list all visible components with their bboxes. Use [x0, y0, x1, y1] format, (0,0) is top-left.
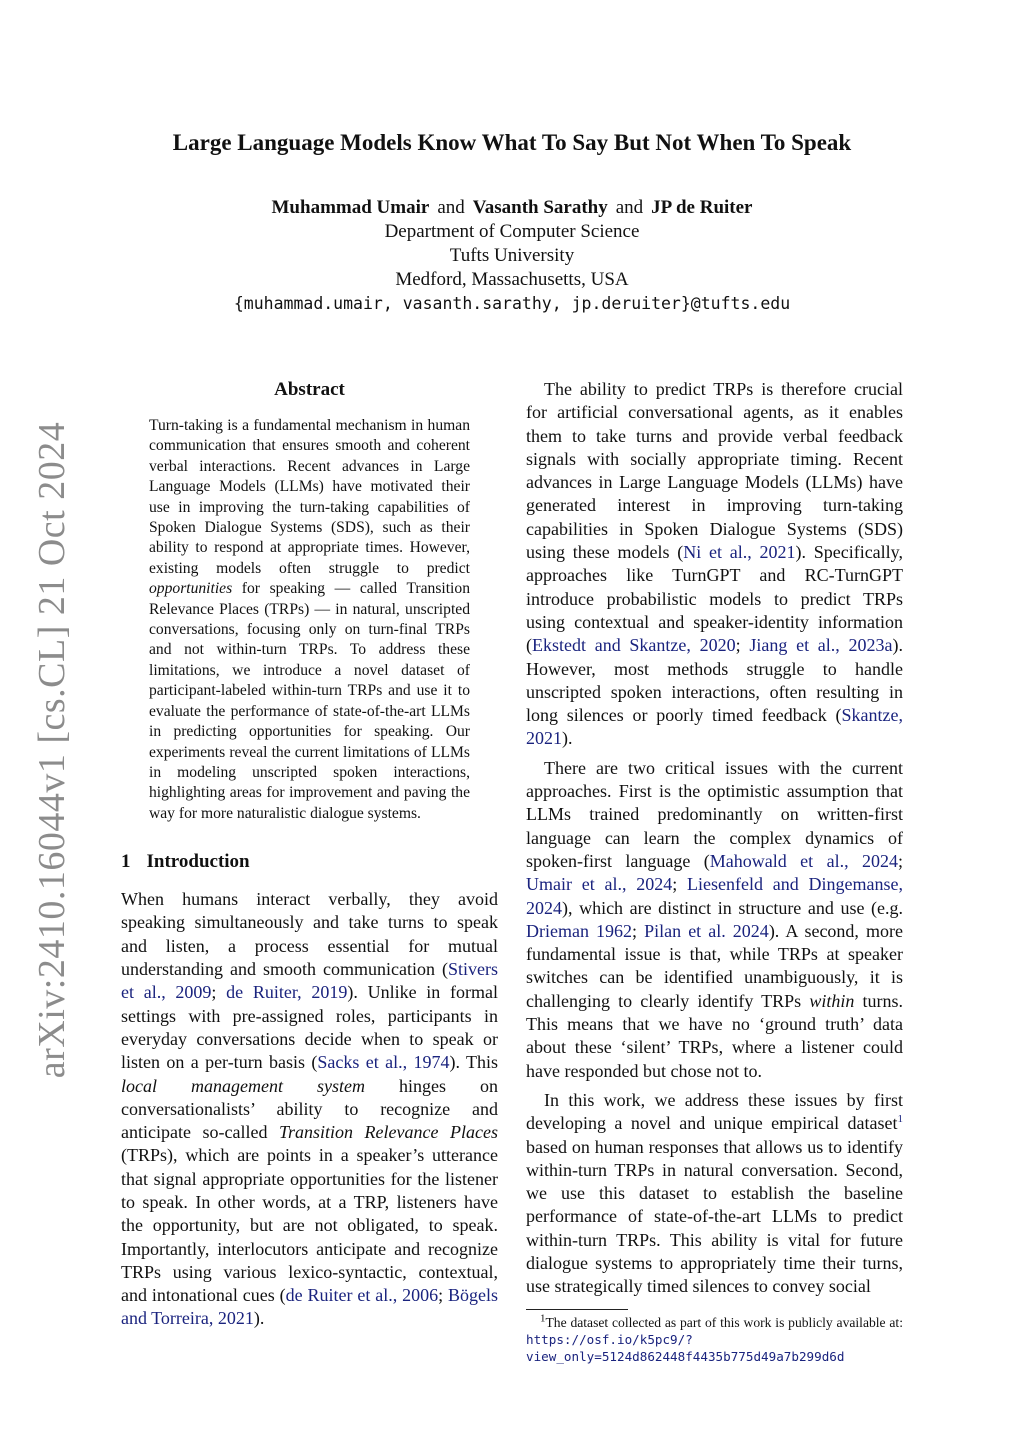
citation-link[interactable]: Mahowald et al., 2024: [709, 850, 898, 871]
abstract-heading: Abstract: [274, 379, 345, 400]
section-heading: [121, 850, 498, 874]
text-run: In this work, we address these issues by first developing a novel and unique empirical dataset: [526, 1089, 903, 1134]
text-run: ).: [562, 728, 573, 749]
emphasis-text: local management system: [121, 1075, 365, 1096]
footnote-marker[interactable]: 1: [897, 1113, 903, 1126]
author-email[interactable]: {muhammad.umair, vasanth.sarathy, jp.deruiter}@tufts.edu: [233, 294, 791, 313]
dataset-url-link[interactable]: https://osf.io/k5pc9/?view_only=5124d862448f4435b775d49a7b299d6d: [526, 1331, 845, 1364]
citation-link[interactable]: Umair et al., 2024: [526, 874, 673, 895]
text-run: ;: [897, 850, 903, 871]
text-run: ;: [735, 635, 750, 656]
text-run: When humans interact verbally, they avoid speaking simultaneously and take turns to speak and listen, a process essential for mutual understanding and smooth communication (: [121, 889, 498, 980]
abstract-emphasis: opportunities: [149, 580, 233, 598]
citation-link[interactable]: Stivers et al., 2009: [121, 959, 498, 1003]
paper-title: Large Language Models Know What To Say But Not When To Speak: [172, 130, 852, 155]
body-paragraph: [526, 1089, 903, 1299]
text-run: turns. This means that we have no ‘ground truth’ data about these ‘silent’ TRPs, where a listener could have responded but chose not to.: [526, 990, 904, 1081]
text-run: ;: [438, 1285, 448, 1306]
author-name: Vasanth Sarathy: [472, 197, 608, 218]
emphasis-text: within: [809, 990, 855, 1011]
author-university: Tufts University: [449, 245, 575, 266]
text-run: ). However, most methods struggle to handle unscripted spoken interactions, often resulting in long silences or poorly timed feedback (: [526, 635, 903, 726]
text-run: ;: [672, 874, 688, 895]
text-run: ). Specifically, approaches like TurnGPT and RC-TurnGPT introduce probabilistic models to predict TRPs using contextual and speaker-identity information (: [526, 542, 904, 656]
citation-link[interactable]: de Ruiter et al., 2006: [285, 1285, 439, 1306]
text-run: The ability to predict TRPs is therefore crucial for artificial conversational agents, as it enables them to take turns and provide verbal feedback signals with socially appropriate timing. Recent advances in Large Language Models (LLMs) have generated interest in improving turn-taking capabilities in Spoken Dialogue Systems (SDS) using these models (: [526, 379, 903, 563]
citation-link[interactable]: Liesenfeld and Dingemanse, 2024: [526, 874, 903, 918]
abstract-text-part: Turn-taking is a fundamental mechanism in human communication that ensures smooth and coherent verbal interactions. Recent advances in Large Language Models (LLMs) have motivated their use in improving the turn-taking capabilities of Spoken Dialogue Systems (SDS), such as their ability to respond at appropriate times. However, existing models often struggle to predict: [149, 417, 470, 577]
author-location: Medford, Massachusetts, USA: [395, 269, 629, 290]
citation-link[interactable]: de Ruiter, 2019: [226, 982, 348, 1003]
author-names: [0, 196, 1024, 220]
author-separator: and: [437, 197, 465, 218]
text-run: ), which are distinct in structure and use (e.g.: [562, 897, 903, 918]
footnote: [526, 1314, 903, 1365]
footnote-divider: [526, 1309, 628, 1310]
author-name: Muhammad Umair: [271, 197, 430, 218]
citation-link[interactable]: Ni et al., 2021: [683, 542, 796, 563]
intro-paragraph: [121, 888, 498, 1331]
citation-link[interactable]: Sacks et al., 1974: [317, 1052, 450, 1073]
citation-link[interactable]: Skantze, 2021: [526, 705, 903, 749]
author-block: [0, 196, 1024, 316]
left-column: [121, 378, 498, 1331]
citation-link[interactable]: Drieman 1962: [526, 920, 633, 941]
text-run: hinges on conversationalists’ ability to recognize and anticipate so-called: [121, 1075, 498, 1143]
text-run: ). This: [449, 1052, 498, 1073]
section-title: Introduction: [146, 851, 250, 873]
emphasis-text: Transition Relevance Places: [278, 1122, 498, 1143]
footnote-number: 1: [540, 1312, 546, 1325]
citation-link[interactable]: Pilan et al. 2024: [644, 920, 769, 941]
abstract-text-part: for speaking — called Transition Relevance Places (TRPs) — in natural, unscripted conversations, focusing only on turn-final TRPs and not within-turn TRPs. To address these limitations, we introduce a novel dataset of participant-labeled within-turn TRPs and use it to evaluate the performance of state-of-the-art LLMs in predicting opportunities for speaking. Our experiments reveal the current limitations of LLMs in modeling unscripted spoken interactions, highlighting areas for improvement and paving the way for more naturalistic dialogue systems.: [149, 580, 470, 822]
author-department: Department of Computer Science: [384, 221, 640, 242]
text-run: based on human responses that allows us to identify within-turn TRPs in natural conversation. Second, we use this dataset to establish the baseline performance of state-of-the-art LLMs to predict within-turn TRPs. This ability is vital for future dialogue systems to appropriately time their turns, use strategically timed silences to convey social: [526, 1136, 903, 1297]
citation-link[interactable]: Ekstedt and Skantze, 2020: [532, 635, 736, 656]
text-run: ;: [632, 920, 645, 941]
text-run: ;: [211, 982, 227, 1003]
section-number: 1: [121, 851, 131, 873]
abstract-text: [149, 416, 470, 824]
text-run: ).: [253, 1308, 265, 1329]
author-separator: and: [615, 197, 644, 218]
text-run: There are two critical issues with the current approaches. First is the optimistic assumption that LLMs trained predominantly on written-first language can learn the complex dynamics of spoken-first language (: [526, 757, 903, 871]
footnote-text: The dataset collected as part of this work is publicly available at:: [545, 1314, 903, 1330]
citation-link[interactable]: Jiang et al., 2023a: [749, 635, 893, 656]
right-column: [526, 378, 903, 1365]
body-paragraph: [526, 378, 903, 751]
body-paragraph: [526, 757, 903, 1083]
citation-link[interactable]: Bögels and Torreira, 2021: [121, 1285, 498, 1329]
text-run: ). Unlike in formal settings with pre-assigned roles, participants in everyday conversations decide when to speak or listen on a per-turn basis (: [121, 982, 498, 1073]
text-run: (TRPs), which are points in a speaker’s utterance that signal appropriate opportunities for the listener to speak. In other words, at a TRP, listeners have the opportunity, but are not obligated, to speak. Importantly, interlocutors anticipate and recognize TRPs using various lexico-syntactic, contextual, and intonational cues (: [121, 1145, 498, 1306]
author-name: JP de Ruiter: [651, 197, 753, 218]
text-run: ). A second, more fundamental issue is that, while TRPs at speaker switches can be identified unambiguously, it is challenging to clearly identify TRPs: [526, 920, 903, 1011]
arxiv-identifier: arXiv:2410.16044v1 [cs.CL] 21 Oct 2024: [31, 421, 73, 1079]
